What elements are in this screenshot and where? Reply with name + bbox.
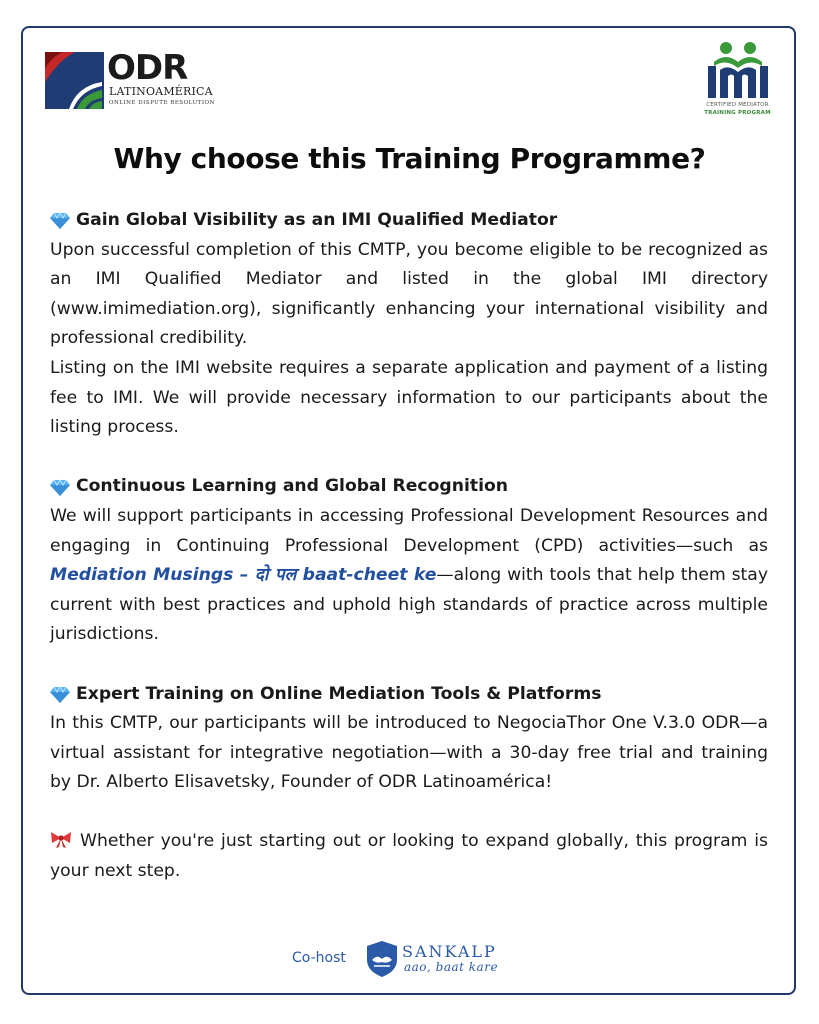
gem-icon: [50, 479, 70, 496]
paragraph-text: —along with tools that help them stay current with best practices and uphold high standards of practice across multiple jurisdictions.: [50, 565, 768, 645]
section-expert-training: [50, 680, 768, 798]
sankalp-shield-icon: [365, 940, 399, 978]
cohost-block: [292, 940, 532, 980]
imi-certified-mediator-logo: [690, 40, 785, 122]
odr-latinoamerica-logo: [45, 50, 215, 112]
odr-logo-line1: LATINOAMÉRICA: [109, 85, 213, 98]
section-paragraph: Listing on the IMI website requires a separate application and payment of a listing fee to IMI. We will provide necessary information to our participants about the listing process.: [50, 357, 768, 438]
imi-caption-1: CERTIFIED MEDIATOR: [706, 102, 769, 108]
page-title: Why choose this Training Programme?: [113, 142, 706, 175]
section-paragraph: [50, 502, 768, 650]
odr-logo-name: ODR: [107, 48, 188, 88]
section-paragraph: Upon successful completion of this CMTP, you become eligible to be recognized as an IMI Qualified Mediator and listed in the global IMI directory (www.imimediation.org), significantly enhancing your international visibility and professional credibility.: [50, 239, 768, 349]
section-paragraph: In this CMTP, our participants will be introduced to NegociaThor One V.3.0 ODR—a virtual assistant for integrative negotiation—with a 30-day free trial and training by Dr. Alberto Elisavetsky, Founder of ODR Latinoamérica!: [50, 713, 768, 793]
closing-text: Whether you're just starting out or looking to expand globally, this program is your next step.: [50, 831, 768, 882]
section-global-visibility: [50, 206, 768, 443]
section-continuous-learning: [50, 472, 768, 650]
sankalp-name: SANKALP: [402, 942, 497, 961]
imi-logo-mark-icon: [700, 40, 776, 102]
gem-icon: [50, 212, 70, 229]
imi-caption-2: TRAINING PROGRAM: [704, 110, 771, 116]
odr-logo-mark-icon: [45, 52, 104, 109]
content-body: [50, 206, 768, 887]
cohost-label: Co-host: [292, 950, 346, 966]
sankalp-tagline: aao, baat kare: [404, 960, 499, 974]
section-heading: Continuous Learning and Global Recognition: [76, 476, 509, 497]
paragraph-text: We will support participants in accessing Professional Development Resources and engaging in Continuing Professional Development (CPD) activities—such as: [50, 505, 768, 556]
section-heading: Gain Global Visibility as an IMI Qualified Mediator: [76, 210, 558, 230]
gem-icon: [50, 686, 70, 703]
mediation-musings-highlight: Mediation Musings – दो पल baat-cheet ke: [50, 565, 437, 586]
odr-logo-line2: ONLINE DISPUTE RESOLUTION: [109, 100, 215, 106]
closing-statement: [50, 827, 768, 886]
section-heading: Expert Training on Online Mediation Tools & Platforms: [76, 683, 602, 704]
ribbon-icon: [50, 830, 72, 848]
